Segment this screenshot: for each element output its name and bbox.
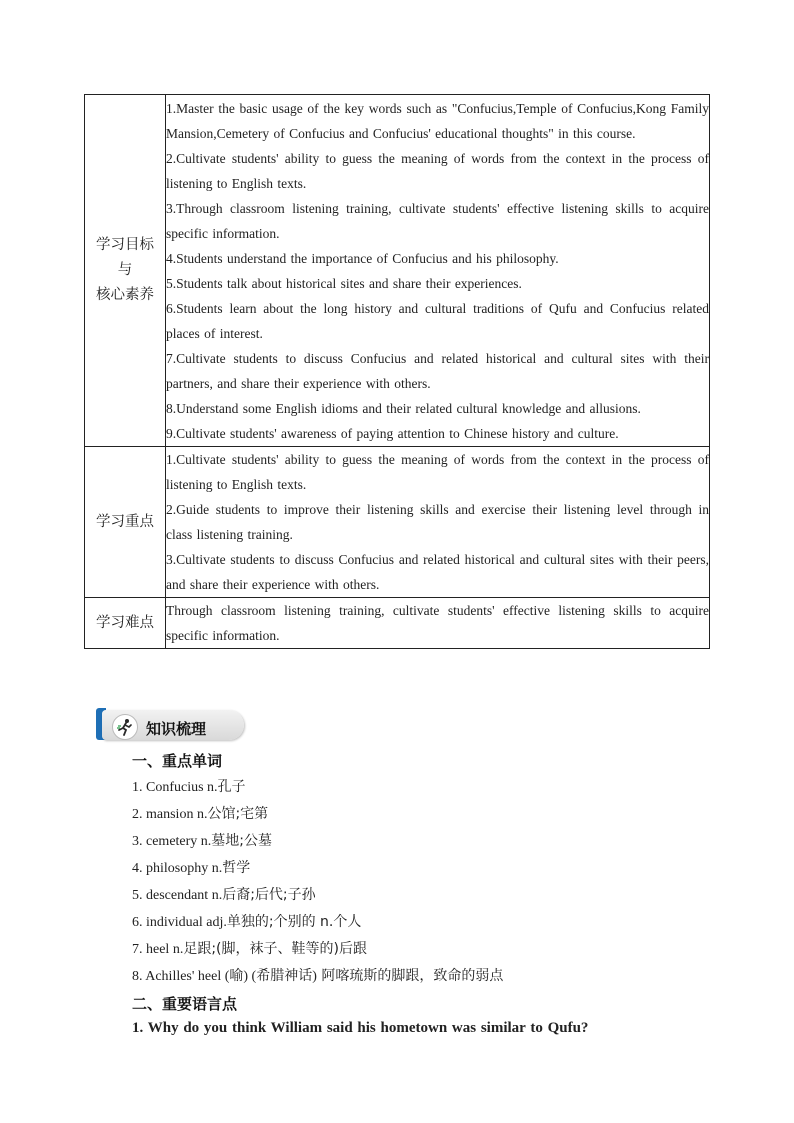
learning-objectives-table xyxy=(84,94,710,649)
row-label-difficulties xyxy=(85,598,166,649)
label-line: 学习难点 xyxy=(96,614,154,631)
section-title: 知识梳理 xyxy=(146,720,207,738)
language-points-heading: 二、重要语言点 xyxy=(132,995,238,1013)
key-words-heading: 一、重点单词 xyxy=(132,752,223,770)
list-item: 4. philosophy n.哲学 xyxy=(132,860,251,876)
label-line: 学习重点 xyxy=(96,513,154,530)
list-item: 1. Confucius n.孔子 xyxy=(132,779,246,795)
list-item: 8. Achilles' heel (喻) (希腊神话) 阿喀琉斯的脚跟，致命的弱点 xyxy=(132,968,504,984)
key-point-item: 1.Cultivate students' ability to guess the meaning of words from the context in the process of listening to English texts. xyxy=(166,452,709,492)
row-label-key-points xyxy=(85,447,166,598)
difficulty-item: Through classroom listening training, cultivate students' effective listening skills to acquire specific information. xyxy=(166,603,709,643)
list-item: 3. cemetery n.墓地;公墓 xyxy=(132,833,273,849)
goal-item: 9.Cultivate students' awareness of paying attention to Chinese history and culture. xyxy=(166,426,619,441)
table-row-goals xyxy=(85,95,710,447)
goal-item: 2.Cultivate students' ability to guess the meaning of words from the context in the process of listening to English texts. xyxy=(166,151,709,191)
table-row-difficulties xyxy=(85,598,710,649)
goal-item: 8.Understand some English idioms and their related cultural knowledge and allusions. xyxy=(166,401,641,416)
key-point-item: 3.Cultivate students to discuss Confucius and related historical and cultural sites with their peers, and share their experience with others. xyxy=(166,552,709,592)
key-point-item: 2.Guide students to improve their listening skills and exercise their listening level through in class listening training. xyxy=(166,502,709,542)
label-line: 学习目标 xyxy=(96,237,154,253)
goal-item: 6.Students learn about the long history and cultural traditions of Qufu and Confucius related places of interest. xyxy=(166,301,709,341)
section-banner xyxy=(96,706,248,742)
list-item: 7. heel n.足跟;(脚，袜子、鞋等的)后跟 xyxy=(132,941,367,957)
question-1: 1. Why do you think William said his hometown was similar to Qufu? xyxy=(132,1020,589,1036)
goals-content xyxy=(166,95,710,447)
running-figure-icon xyxy=(112,714,138,740)
list-item: 5. descendant n.后裔;后代;子孙 xyxy=(132,887,316,903)
key-words-list xyxy=(132,774,503,990)
list-item: 2. mansion n.公馆;宅第 xyxy=(132,806,269,822)
label-line: 与 xyxy=(117,262,133,278)
goal-item: 7.Cultivate students to discuss Confucius and related historical and cultural sites with their partners, and share their experience with others. xyxy=(166,351,709,391)
goal-item: 1.Master the basic usage of the key words such as "Confucius,Temple of Confucius,Kong Family Mansion,Cemetery of Confucius and Confucius' educational thoughts" in this course. xyxy=(166,101,709,141)
difficulties-content xyxy=(166,598,710,649)
label-line: 核心素养 xyxy=(96,287,154,303)
key-points-content xyxy=(166,447,710,598)
row-label-goals xyxy=(85,95,166,447)
goal-item: 3.Through classroom listening training, cultivate students' effective listening skills to acquire specific information. xyxy=(166,201,709,241)
list-item: 6. individual adj.单独的;个别的 n.个人 xyxy=(132,914,362,930)
banner-pill xyxy=(102,710,244,740)
goal-item: 5.Students talk about historical sites and share their experiences. xyxy=(166,276,522,291)
table-row-key-points xyxy=(85,447,710,598)
goal-item: 4.Students understand the importance of Confucius and his philosophy. xyxy=(166,251,559,266)
